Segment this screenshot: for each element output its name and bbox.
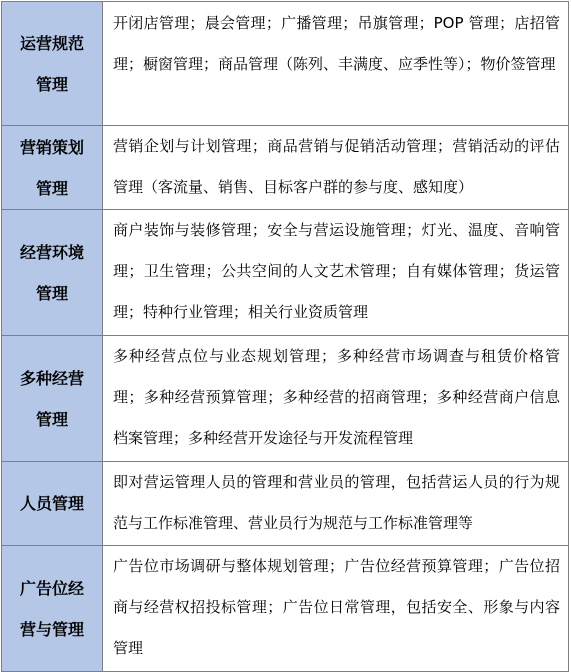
table-row [2,336,569,462]
row-label-text: 人员管理 [19,494,84,513]
row-label-text: 多种经营管理 [19,368,84,429]
table-row [2,210,569,336]
row-label-text: 广告位经营与管理 [19,578,84,639]
row-content: 开闭店管理；晨会管理；广播管理；吊旗管理；POP 管理；店招管理；橱窗管理；商品管理（陈列、丰满度、应季性等）；物价签管理 [103,2,569,125]
row-content: 营销企划与计划管理；商品营销与促销活动管理；营销活动的评估管理（客流量、销售、目标客户群的参与度、感知度） [103,126,569,209]
table-row [2,126,569,210]
operations-management-table [1,1,569,672]
row-label [2,210,103,335]
row-content: 广告位市场调研与整体规划管理；广告位经营预算管理；广告位招商与经营权招投标管理；广告位日常管理，包括安全、形象与内容管理 [103,546,569,671]
row-label-text: 经营环境管理 [19,242,84,303]
row-label [2,2,103,125]
row-content: 即对营运管理人员的管理和营业员的管理，包括营运人员的行为规范与工作标准管理、营业员行为规范与工作标准管理等 [103,462,569,545]
row-content: 多种经营点位与业态规划管理；多种经营市场调查与租赁价格管理；多种经营预算管理；多种经营的招商管理；多种经营商户信息档案管理；多种经营开发途径与开发流程管理 [103,336,569,461]
row-label [2,462,103,545]
row-label [2,126,103,209]
table-row [2,546,569,672]
table-row [2,462,569,546]
row-label [2,336,103,461]
row-label-text: 营销策划管理 [19,137,84,198]
table-row [2,2,569,126]
row-label [2,546,103,671]
row-label-text: 运营规范管理 [19,33,84,94]
row-content: 商户装饰与装修管理；安全与营运设施管理；灯光、温度、音响管理；卫生管理；公共空间的人文艺术管理；自有媒体管理；货运管理；特种行业管理；相关行业资质管理 [103,210,569,335]
